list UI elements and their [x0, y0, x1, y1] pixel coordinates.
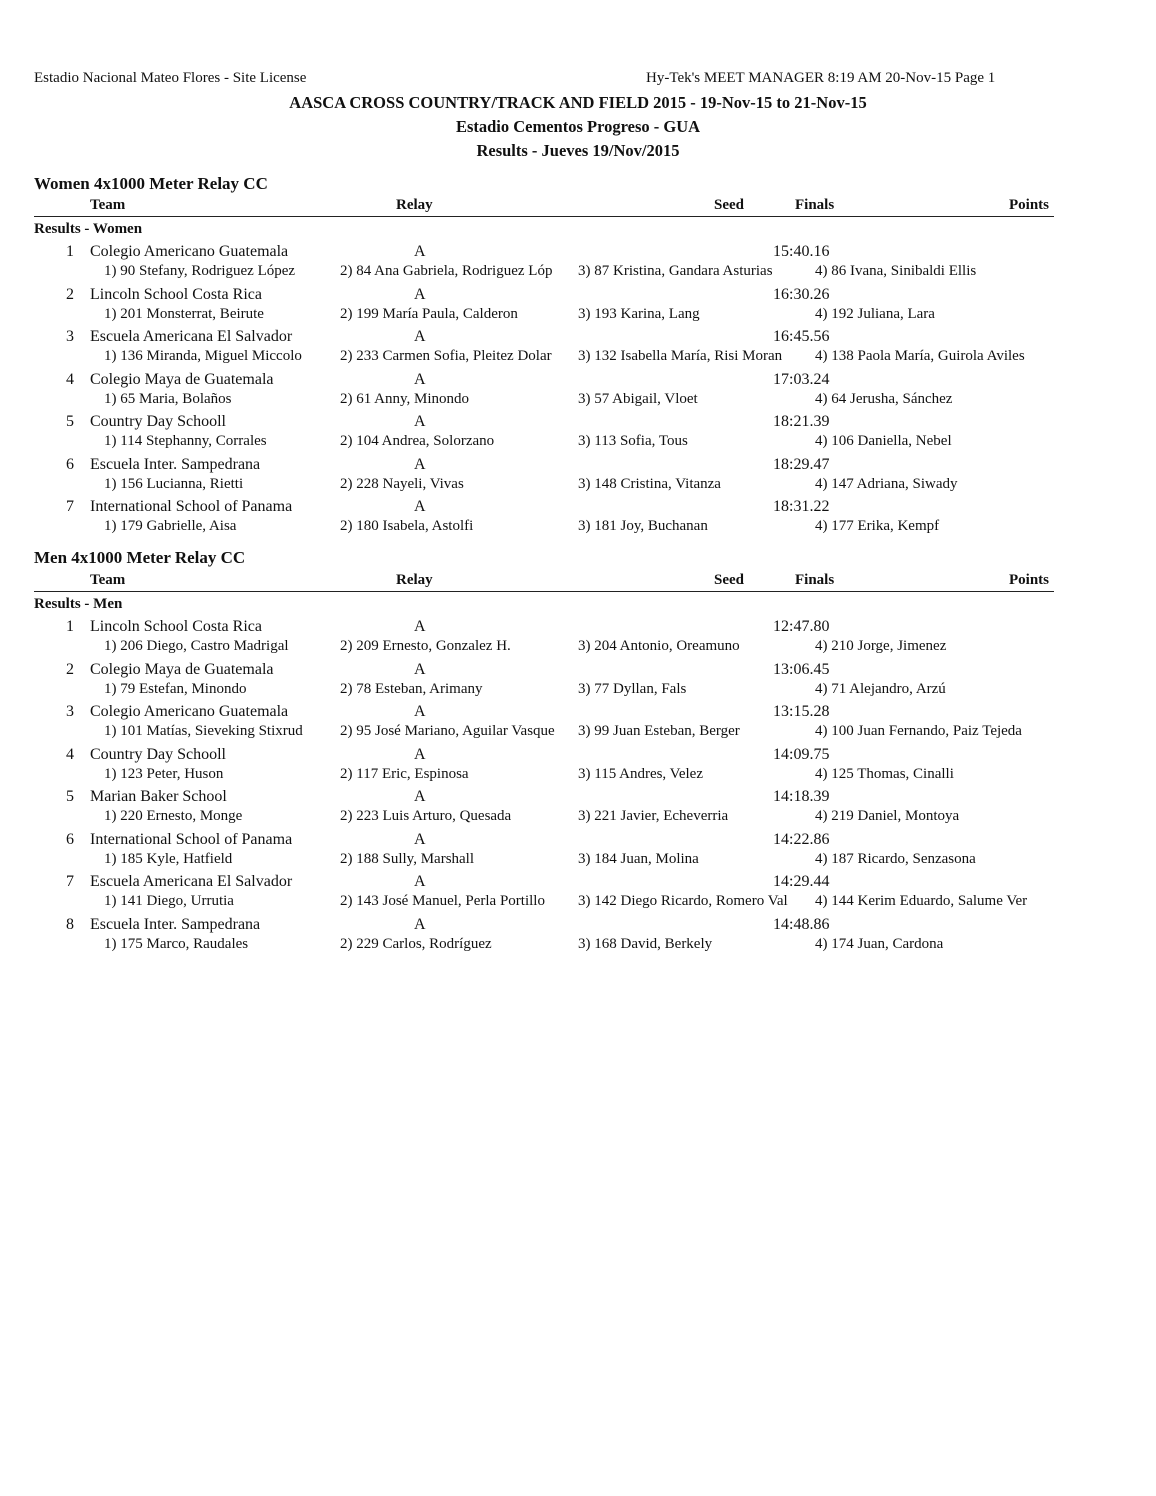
result-relay: A — [414, 788, 426, 805]
relay-member-3: 3) 142 Diego Ricardo, Romero Val — [578, 893, 788, 909]
results-date-title: Results - Jueves 19/Nov/2015 — [476, 141, 680, 160]
result-team: Colegio Americano Guatemala — [90, 703, 289, 720]
result-finals-time: 12:47.80 — [773, 618, 830, 635]
venue-title: Estadio Cementos Progreso - GUA — [455, 117, 701, 136]
relay-member-1: 1) 90 Stefany, Rodriguez López — [104, 263, 296, 279]
column-header-finals: Finals — [795, 572, 835, 588]
relay-member-3: 3) 77 Dyllan, Fals — [578, 681, 687, 697]
result-relay: A — [414, 243, 426, 260]
result-rank: 6 — [66, 456, 74, 473]
result-relay: A — [414, 498, 426, 515]
result-finals-time: 15:40.16 — [773, 243, 830, 260]
relay-member-1: 1) 185 Kyle, Hatfield — [104, 851, 233, 867]
relay-member-2: 2) 61 Anny, Minondo — [340, 391, 470, 407]
relay-member-1: 1) 141 Diego, Urrutia — [104, 893, 234, 909]
result-rank: 3 — [66, 703, 74, 720]
result-rank: 8 — [66, 916, 74, 933]
column-header-seed: Seed — [714, 197, 744, 213]
result-relay: A — [414, 618, 426, 635]
relay-member-2: 2) 188 Sully, Marshall — [340, 851, 475, 867]
relay-member-1: 1) 220 Ernesto, Monge — [104, 808, 243, 824]
result-team: Country Day Schooll — [90, 413, 226, 430]
relay-member-2: 2) 117 Eric, Espinosa — [340, 766, 469, 782]
result-finals-time: 18:21.39 — [773, 413, 830, 430]
column-header-finals: Finals — [795, 197, 835, 213]
relay-member-3: 3) 181 Joy, Buchanan — [578, 518, 708, 534]
result-relay: A — [414, 661, 426, 678]
result-rank: 3 — [66, 328, 74, 345]
relay-member-1: 1) 136 Miranda, Miguel Miccolo — [104, 348, 302, 364]
header-divider — [34, 216, 1054, 217]
relay-member-4: 4) 177 Erika, Kempf — [815, 518, 940, 534]
result-finals-time: 14:09.75 — [773, 746, 830, 763]
result-rank: 2 — [66, 286, 74, 303]
column-header-points: Points — [1009, 572, 1050, 588]
result-relay: A — [414, 703, 426, 720]
result-team: International School of Panama — [90, 831, 293, 848]
result-team: Colegio Maya de Guatemala — [90, 661, 274, 678]
relay-member-3: 3) 115 Andres, Velez — [578, 766, 703, 782]
relay-member-3: 3) 132 Isabella María, Risi Moran — [578, 348, 783, 364]
column-header-team: Team — [90, 572, 126, 588]
relay-member-2: 2) 143 José Manuel, Perla Portillo — [340, 893, 545, 909]
result-relay: A — [414, 831, 426, 848]
relay-member-4: 4) 86 Ivana, Sinibaldi Ellis — [815, 263, 977, 279]
relay-member-1: 1) 201 Monsterrat, Beirute — [104, 306, 264, 322]
result-relay: A — [414, 456, 426, 473]
relay-member-1: 1) 65 Maria, Bolaños — [104, 391, 232, 407]
relay-member-1: 1) 101 Matías, Sieveking Stixrud — [104, 723, 303, 739]
column-header-relay: Relay — [396, 197, 433, 213]
relay-member-2: 2) 95 José Mariano, Aguilar Vasque — [340, 723, 555, 739]
result-finals-time: 14:48.86 — [773, 916, 830, 933]
relay-member-1: 1) 114 Stephanny, Corrales — [104, 433, 267, 449]
relay-member-3: 3) 99 Juan Esteban, Berger — [578, 723, 740, 739]
result-team: Lincoln School Costa Rica — [90, 618, 262, 635]
result-rank: 4 — [66, 746, 74, 763]
column-header-seed: Seed — [714, 572, 744, 588]
meet-title: AASCA CROSS COUNTRY/TRACK AND FIELD 2015 - 19-Nov-15 to 21-Nov-15 — [289, 93, 867, 112]
result-finals-time: 14:18.39 — [773, 788, 830, 805]
result-finals-time: 14:22.86 — [773, 831, 830, 848]
result-relay: A — [414, 371, 426, 388]
relay-member-2: 2) 84 Ana Gabriela, Rodriguez Lóp — [340, 263, 553, 279]
result-relay: A — [414, 328, 426, 345]
result-finals-time: 18:31.22 — [773, 498, 830, 515]
result-finals-time: 16:45.56 — [773, 328, 830, 345]
results-subtitle: Results - Men — [34, 596, 123, 612]
relay-member-1: 1) 156 Lucianna, Rietti — [104, 476, 244, 492]
relay-member-4: 4) 106 Daniella, Nebel — [815, 433, 952, 449]
result-team: Colegio Maya de Guatemala — [90, 371, 274, 388]
relay-member-4: 4) 64 Jerusha, Sánchez — [815, 391, 953, 407]
meet-manager-header: Hy-Tek's MEET MANAGER 8:19 AM 20-Nov-15 Page 1 — [646, 70, 996, 86]
relay-member-4: 4) 192 Juliana, Lara — [815, 306, 935, 322]
result-rank: 1 — [66, 243, 74, 260]
result-finals-time: 18:29.47 — [773, 456, 830, 473]
result-relay: A — [414, 746, 426, 763]
result-team: International School of Panama — [90, 498, 293, 515]
result-team: Escuela Inter. Sampedrana — [90, 456, 261, 473]
relay-member-2: 2) 233 Carmen Sofia, Pleitez Dolar — [340, 348, 552, 364]
relay-member-2: 2) 209 Ernesto, Gonzalez H. — [340, 638, 511, 654]
relay-member-1: 1) 123 Peter, Huson — [104, 766, 224, 782]
result-rank: 7 — [66, 873, 74, 890]
relay-member-4: 4) 187 Ricardo, Senzasona — [815, 851, 976, 867]
result-rank: 5 — [66, 413, 74, 430]
result-team: Country Day Schooll — [90, 746, 226, 763]
relay-member-1: 1) 79 Estefan, Minondo — [104, 681, 247, 697]
column-header-points: Points — [1009, 197, 1050, 213]
relay-member-4: 4) 219 Daniel, Montoya — [815, 808, 960, 824]
column-header-team: Team — [90, 197, 126, 213]
relay-member-3: 3) 204 Antonio, Oreamuno — [578, 638, 740, 654]
header-divider — [34, 591, 1054, 592]
relay-member-3: 3) 113 Sofia, Tous — [578, 433, 688, 449]
result-relay: A — [414, 413, 426, 430]
relay-member-1: 1) 206 Diego, Castro Madrigal — [104, 638, 289, 654]
relay-member-2: 2) 104 Andrea, Solorzano — [340, 433, 495, 449]
result-relay: A — [414, 286, 426, 303]
relay-member-1: 1) 175 Marco, Raudales — [104, 936, 249, 952]
result-relay: A — [414, 916, 426, 933]
result-relay: A — [414, 873, 426, 890]
result-finals-time: 13:06.45 — [773, 661, 830, 678]
result-rank: 2 — [66, 661, 74, 678]
relay-member-4: 4) 138 Paola María, Guirola Aviles — [815, 348, 1025, 364]
relay-member-4: 4) 174 Juan, Cardona — [815, 936, 944, 952]
site-license-header: Estadio Nacional Mateo Flores - Site License — [34, 70, 307, 86]
relay-member-2: 2) 228 Nayeli, Vivas — [340, 476, 464, 492]
relay-member-2: 2) 223 Luis Arturo, Quesada — [340, 808, 512, 824]
relay-member-3: 3) 148 Cristina, Vitanza — [578, 476, 721, 492]
relay-member-3: 3) 193 Karina, Lang — [578, 306, 700, 322]
result-rank: 4 — [66, 371, 74, 388]
result-team: Escuela Americana El Salvador — [90, 328, 293, 345]
relay-member-4: 4) 100 Juan Fernando, Paiz Tejeda — [815, 723, 1022, 739]
relay-member-3: 3) 168 David, Berkely — [578, 936, 713, 952]
relay-member-3: 3) 221 Javier, Echeverria — [578, 808, 729, 824]
relay-member-4: 4) 210 Jorge, Jimenez — [815, 638, 947, 654]
result-finals-time: 14:29.44 — [773, 873, 830, 890]
relay-member-3: 3) 57 Abigail, Vloet — [578, 391, 698, 407]
result-rank: 7 — [66, 498, 74, 515]
result-finals-time: 13:15.28 — [773, 703, 830, 720]
relay-member-4: 4) 147 Adriana, Siwady — [815, 476, 958, 492]
result-team: Colegio Americano Guatemala — [90, 243, 289, 260]
result-finals-time: 17:03.24 — [773, 371, 830, 388]
relay-member-4: 4) 71 Alejandro, Arzú — [815, 681, 946, 697]
result-team: Escuela Americana El Salvador — [90, 873, 293, 890]
relay-member-2: 2) 180 Isabela, Astolfi — [340, 518, 474, 534]
result-team: Lincoln School Costa Rica — [90, 286, 262, 303]
result-team: Marian Baker School — [90, 788, 227, 805]
relay-member-2: 2) 199 María Paula, Calderon — [340, 306, 518, 322]
event-title: Men 4x1000 Meter Relay CC — [34, 548, 246, 567]
result-rank: 5 — [66, 788, 74, 805]
relay-member-1: 1) 179 Gabrielle, Aisa — [104, 518, 237, 534]
relay-member-2: 2) 229 Carlos, Rodríguez — [340, 936, 492, 952]
relay-member-3: 3) 87 Kristina, Gandara Asturias — [578, 263, 773, 279]
relay-member-4: 4) 144 Kerim Eduardo, Salume Ver — [815, 893, 1028, 909]
relay-member-2: 2) 78 Esteban, Arimany — [340, 681, 483, 697]
result-rank: 1 — [66, 618, 74, 635]
event-title: Women 4x1000 Meter Relay CC — [34, 174, 268, 193]
result-finals-time: 16:30.26 — [773, 286, 830, 303]
relay-member-3: 3) 184 Juan, Molina — [578, 851, 699, 867]
result-rank: 6 — [66, 831, 74, 848]
result-team: Escuela Inter. Sampedrana — [90, 916, 261, 933]
results-subtitle: Results - Women — [34, 221, 143, 237]
relay-member-4: 4) 125 Thomas, Cinalli — [815, 766, 954, 782]
column-header-relay: Relay — [396, 572, 433, 588]
